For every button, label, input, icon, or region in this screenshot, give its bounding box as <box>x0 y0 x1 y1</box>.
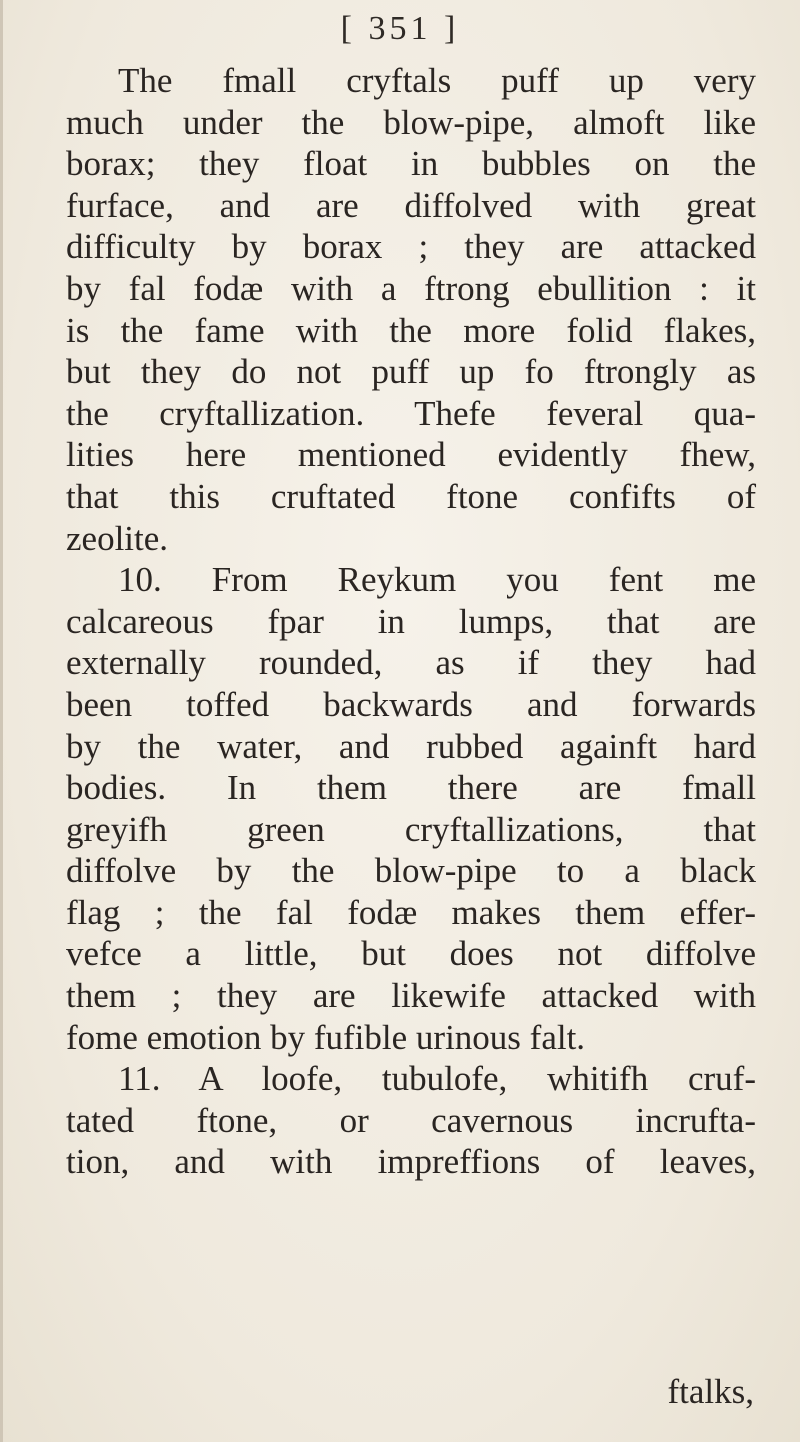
text-line: The fmall cryftals puff up very <box>118 61 756 100</box>
text-line: bodies. In them there are fmall <box>66 768 756 808</box>
text-line: by the water, and rubbed againft hard <box>66 726 756 766</box>
text-line: zeolite. <box>66 518 169 558</box>
text-line: vefce a little, but does not diffolve <box>66 934 756 974</box>
text-line: borax; they float in bubbles on the <box>66 144 756 184</box>
text-line: been toffed backwards and forwards <box>66 684 756 724</box>
text-line: furface, and are diffolved with great <box>66 185 756 225</box>
text-line: much under the blow-pipe, almoft like <box>66 102 756 142</box>
text-line: externally rounded, as if they had <box>66 643 756 683</box>
page-header: [ 351 ] <box>340 10 460 47</box>
text-line: tated ftone, or cavernous incrufta- <box>66 1100 756 1140</box>
text-line: calcareous fpar in lumps, that are <box>66 601 756 641</box>
text-line: difficulty by borax ; they are attacked <box>66 227 756 267</box>
text-line: that this cruftated ftone confifts of <box>66 476 756 516</box>
text-line: fome emotion by fufible urinous falt. <box>66 1017 586 1057</box>
body-text <box>66 60 756 1183</box>
text-line: tion, and with impreffions of leaves, <box>66 1142 756 1182</box>
text-line: lities here mentioned evidently fhew, <box>66 435 756 475</box>
text-line: 10. From Reykum you fent me <box>118 560 756 600</box>
text-line: by fal fodæ with a ftrong ebullition : it <box>66 268 756 308</box>
page-edge <box>0 0 3 1442</box>
text-line: but they do not puff up fo ftrongly as <box>66 352 756 392</box>
text-line: greyifh green cryftallizations, that <box>66 809 756 849</box>
text-line: the cryftallization. Thefe feveral qua- <box>66 393 756 433</box>
text-line: flag ; the fal fodæ makes them effer- <box>66 892 756 932</box>
text-line: is the fame with the more folid flakes, <box>66 310 756 350</box>
text-line: them ; they are likewife attacked with <box>66 976 756 1016</box>
catchword: ftalks, <box>667 1372 754 1411</box>
text-line: diffolve by the blow-pipe to a black <box>66 851 756 891</box>
text-line: 11. A loofe, tubulofe, whitifh cruf- <box>118 1059 756 1099</box>
